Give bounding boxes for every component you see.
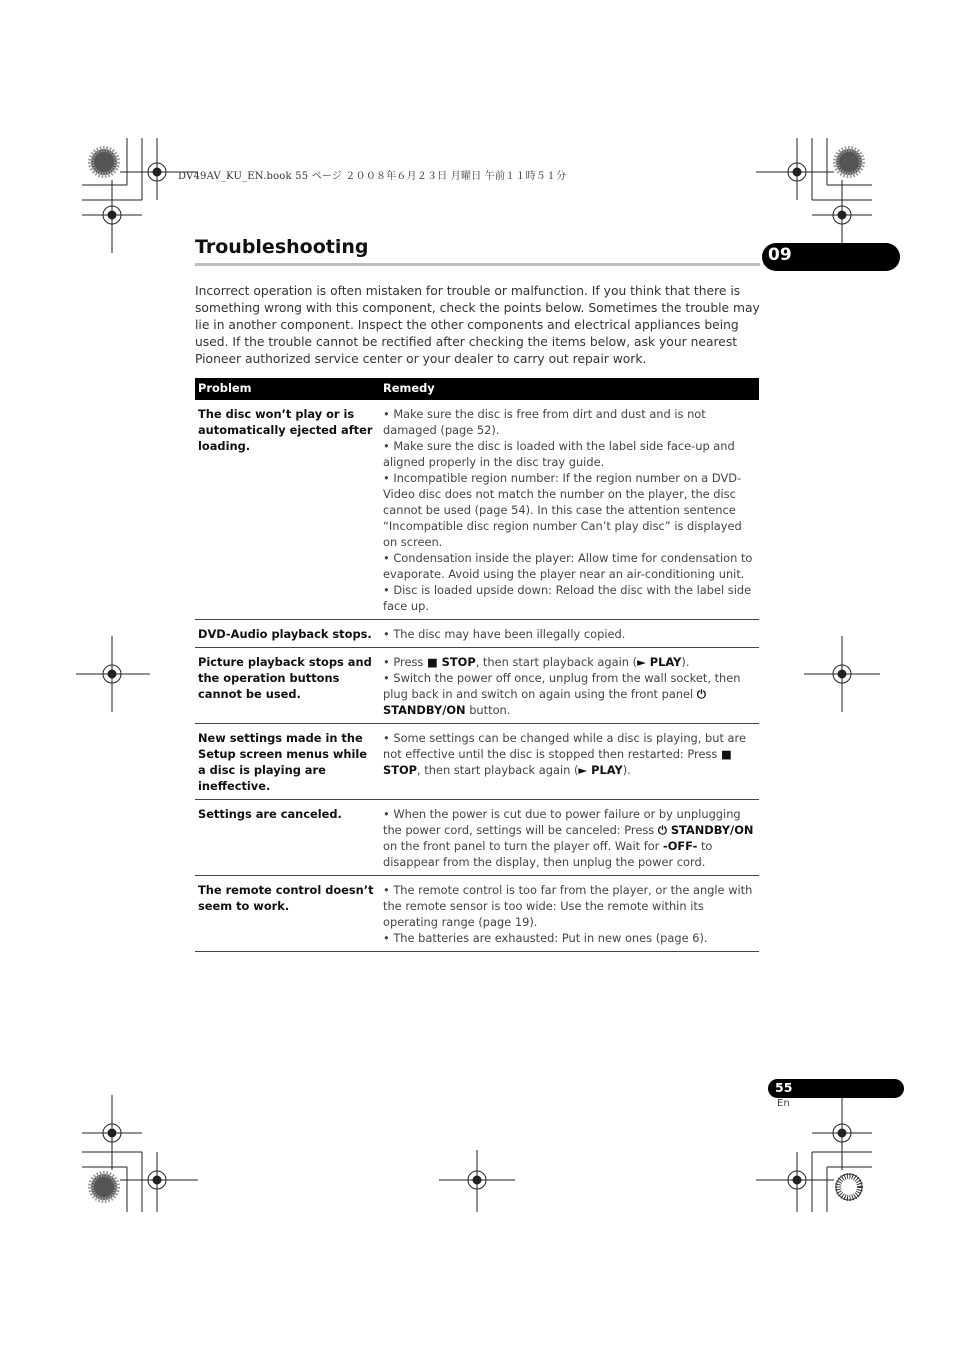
remedy-text: • Some settings can be changed while a disc is playing, but are not effective until the disc is stopped then restarted: Press xyxy=(383,731,746,761)
page-title: Troubleshooting xyxy=(195,236,369,258)
starburst-tr xyxy=(836,149,862,175)
remedy-item: • The disc may have been illegally copied. xyxy=(383,627,626,641)
header-problem: Problem xyxy=(195,378,380,400)
remedy-cell xyxy=(380,800,759,876)
problem-cell: The remote control doesn’t seem to work. xyxy=(195,876,380,952)
remedy-cell xyxy=(380,724,759,800)
remedy-item: • Incompatible region number: If the region number on a DVD-Video disc does not match the number on the player, the disc cannot be used (page 54). In this case the attention sentence “Incompatible disc region number Can’t play disc” is displayed on screen. xyxy=(383,471,742,549)
standby-key-label: ⏻ STANDBY/ON xyxy=(657,823,754,837)
remedy-cell xyxy=(380,876,759,952)
starburst-bl xyxy=(91,1174,117,1200)
remedy-item xyxy=(383,670,756,718)
remedy-text: to disappear from the display, then unplug the power cord. xyxy=(383,839,713,869)
problem-cell: New settings made in the Setup screen menus while a disc is playing are ineffective. xyxy=(195,724,380,800)
page-language: En xyxy=(777,1098,790,1109)
remedy-cell xyxy=(380,400,759,620)
remedy-item: • The remote control is too far from the player, or the angle with the remote sensor is too wide: Use the remote within its operating range (page 19). xyxy=(383,883,753,929)
page-number: 55 xyxy=(775,1080,793,1095)
remedy-text: • Press xyxy=(383,655,427,669)
remedy-text: on the front panel to turn the player off. Wait for xyxy=(383,839,663,853)
troubleshooting-table xyxy=(195,378,759,952)
starburst-br xyxy=(836,1174,862,1200)
remedy-cell xyxy=(380,648,759,724)
table-row xyxy=(195,800,759,876)
remedy-text: • When the power is cut due to power failure or by unplugging the power cord, settings will be canceled: Press xyxy=(383,807,741,837)
remedy-item xyxy=(383,654,756,670)
remedy-item: • Make sure the disc is loaded with the label side face-up and aligned properly in the disc tray guide. xyxy=(383,439,735,469)
remedy-item xyxy=(383,730,756,778)
problem-cell: The disc won’t play or is automatically ejected after loading. xyxy=(195,400,380,620)
remedy-item: • The batteries are exhausted: Put in new ones (page 6). xyxy=(383,931,708,945)
remedy-item: • Condensation inside the player: Allow time for condensation to evaporate. Avoid using the player near an air-conditioning unit. xyxy=(383,551,753,581)
problem-cell: DVD-Audio playback stops. xyxy=(195,620,380,648)
remedy-item: • Make sure the disc is free from dirt and dust and is not damaged (page 52). xyxy=(383,407,706,437)
remedy-text: , then start playback again ( xyxy=(417,763,579,777)
remedy-item: • Disc is loaded upside down: Reload the disc with the label side face up. xyxy=(383,583,752,613)
table-row xyxy=(195,876,759,952)
starburst-tl xyxy=(91,149,117,175)
print-header-line: DV49AV_KU_EN.book 55 ページ ２００８年６月２３日 月曜日 午前１１時５１分 xyxy=(178,171,567,182)
chapter-number: 09 xyxy=(768,245,792,265)
table-row xyxy=(195,724,759,800)
table-row xyxy=(195,620,759,648)
remedy-text: • Switch the power off once, unplug from the wall socket, then plug back in and switch on again using the front panel xyxy=(383,671,741,701)
remedy-text: button. xyxy=(465,703,511,717)
remedy-text: ). xyxy=(622,763,631,777)
stop-key-label: ■ STOP xyxy=(426,655,476,669)
play-key-label: ► PLAY xyxy=(578,763,623,777)
remedy-text: , then start playback again ( xyxy=(475,655,638,669)
title-rule xyxy=(195,263,760,266)
table-row xyxy=(195,400,759,620)
standby-key-label: ⏻ STANDBY/ON xyxy=(383,687,706,717)
remedy-text: ). xyxy=(681,655,690,669)
problem-cell: Picture playback stops and the operation buttons cannot be used. xyxy=(195,648,380,724)
off-display-label: -OFF- xyxy=(662,839,698,853)
remedy-item xyxy=(383,806,756,870)
remedy-cell xyxy=(380,620,759,648)
stop-key-label: ■ STOP xyxy=(383,747,732,777)
intro-paragraph: Incorrect operation is often mistaken for trouble or malfunction. If you think that there is something wrong with this component, check the points below. Sometimes the trouble may lie in another component. Inspect the other components and electrical appliances being used. If the trouble cannot be rectified after checking the items below, ask your nearest Pioneer authorized service center or your dealer to carry out repair work. xyxy=(195,284,760,366)
problem-cell: Settings are canceled. xyxy=(195,800,380,876)
play-key-label: ► PLAY xyxy=(637,655,682,669)
table-row xyxy=(195,648,759,724)
table-header-row xyxy=(195,378,759,400)
header-remedy: Remedy xyxy=(380,378,759,400)
